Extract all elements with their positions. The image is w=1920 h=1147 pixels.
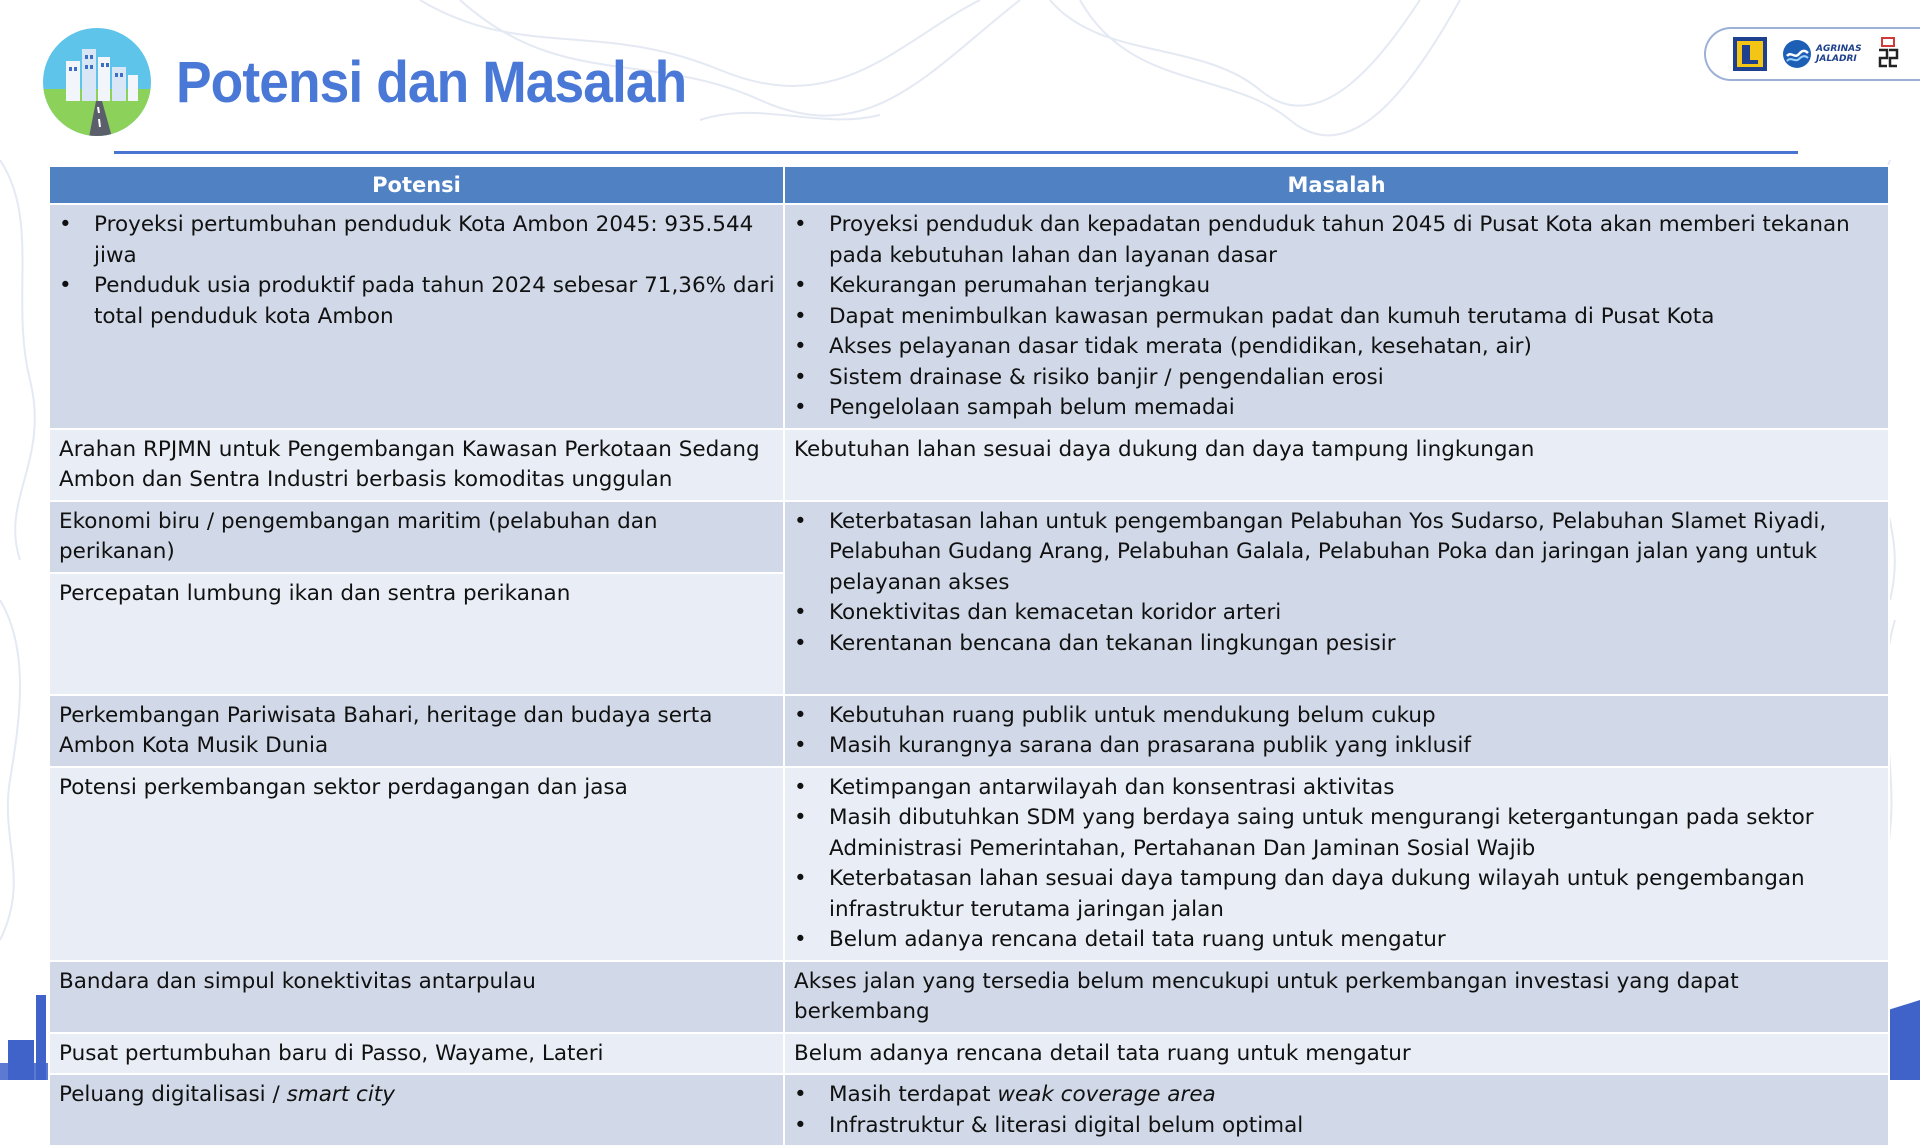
jaladri-logo-icon: [1782, 39, 1812, 69]
jaladri-logo: [1782, 39, 1862, 69]
list-item: • Ketimpangan antarwilayah dan konsentrasi aktivitas: [793, 773, 1880, 804]
list-item: • Masih kurangnya sarana dan prasarana publik yang inklusif: [793, 731, 1880, 762]
masalah-cell: [784, 695, 1889, 767]
list-item: • Kekurangan perumahan terjangkau: [793, 271, 1880, 302]
potensi-cell: Ekonomi biru / pengembangan maritim (pelabuhan dan perikanan): [49, 501, 784, 573]
list-item: • Pengelolaan sampah belum memadai: [793, 393, 1880, 424]
table-row: [49, 767, 1889, 961]
list-item: • Dapat menimbulkan kawasan permukan padat dan kumuh terutama di Pusat Kota: [793, 302, 1880, 333]
title-divider: [114, 151, 1798, 154]
table-row: [49, 695, 1889, 767]
table-row: [49, 961, 1889, 1033]
header-masalah: Masalah: [784, 166, 1889, 204]
header-potensi: Potensi: [49, 166, 784, 204]
jaladri-logo-text: AGRINAS JALADRI: [1816, 44, 1862, 64]
list-item: • Kerentanan bencana dan tekanan lingkungan pesisir: [793, 629, 1880, 660]
masalah-cell: [784, 501, 1889, 695]
list-item: • Keterbatasan lahan untuk pengembangan Pelabuhan Yos Sudarso, Pelabuhan Slamet Riyadi, Pelabuhan Gudang Arang, Pelabuhan Galala, Pelabuhan Poka dan jaringan jalan yang untuk pelayanan akses: [793, 507, 1880, 599]
list-item: • Proyeksi penduduk dan kepadatan penduduk tahun 2045 di Pusat Kota akan memberi tekanan pada kebutuhan lahan dan layanan dasar: [793, 210, 1880, 271]
list-item: • Keterbatasan lahan sesuai daya tampung dan daya dukung wilayah untuk pengembangan infrastruktur terutama jaringan jalan: [793, 864, 1880, 925]
logo-panel: [1704, 27, 1920, 81]
list-item: • Konektivitas dan kemacetan koridor arteri: [793, 598, 1880, 629]
list-item: • Proyeksi pertumbuhan penduduk Kota Ambon 2045: 935.544 jiwa: [58, 210, 775, 271]
table-row: [49, 1033, 1889, 1075]
table-row: [49, 501, 1889, 573]
list-item: • Masih terdapat weak coverage area: [793, 1080, 1880, 1111]
list-item: • Kebutuhan ruang publik untuk mendukung belum cukup: [793, 701, 1880, 732]
list-item: • Akses pelayanan dasar tidak merata (pendidikan, kesehatan, air): [793, 332, 1880, 363]
list-item: • Infrastruktur & literasi digital belum optimal: [793, 1111, 1880, 1142]
potensi-cell: Potensi perkembangan sektor perdagangan dan jasa: [49, 767, 784, 961]
list-item: • Masih dibutuhkan SDM yang berdaya saing untuk mengurangi ketergantungan pada sektor Administrasi Pemerintahan, Pertahanan Dan Jaminan Sosial Wajib: [793, 803, 1880, 864]
brand-mark-icon: [1876, 36, 1900, 72]
potensi-cell: [49, 204, 784, 429]
masalah-cell: [784, 1074, 1889, 1146]
potensi-cell: Peluang digitalisasi / smart city: [49, 1074, 784, 1146]
list-item: • Sistem drainase & risiko banjir / pengendalian erosi: [793, 363, 1880, 394]
pu-logo-icon: [1732, 36, 1768, 72]
city-illustration-icon: [42, 27, 152, 137]
table-row: [49, 429, 1889, 501]
potensi-cell: Pusat pertumbuhan baru di Passo, Wayame, Lateri: [49, 1033, 784, 1075]
masalah-cell: Kebutuhan lahan sesuai daya dukung dan daya tampung lingkungan: [784, 429, 1889, 501]
masalah-cell: Belum adanya rencana detail tata ruang untuk mengatur: [784, 1033, 1889, 1075]
list-item: • Belum adanya rencana detail tata ruang untuk mengatur: [793, 925, 1880, 956]
table-row: [49, 204, 1889, 429]
potensi-cell: Percepatan lumbung ikan dan sentra perikanan: [49, 573, 784, 695]
list-item: • Penduduk usia produktif pada tahun 2024 sebesar 71,36% dari total penduduk kota Ambon: [58, 271, 775, 332]
table-row: [49, 1074, 1889, 1146]
masalah-cell: [784, 767, 1889, 961]
potensi-cell: Perkembangan Pariwisata Bahari, heritage dan budaya serta Ambon Kota Musik Dunia: [49, 695, 784, 767]
table-header-row: [49, 166, 1889, 204]
potensi-cell: Arahan RPJMN untuk Pengembangan Kawasan Perkotaan Sedang Ambon dan Sentra Industri berbasis komoditas unggulan: [49, 429, 784, 501]
masalah-cell: Akses jalan yang tersedia belum mencukupi untuk perkembangan investasi yang dapat berkembang: [784, 961, 1889, 1033]
potensi-masalah-table: [48, 165, 1888, 1147]
potensi-cell: Bandara dan simpul konektivitas antarpulau: [49, 961, 784, 1033]
page-title: Potensi dan Masalah: [176, 49, 687, 115]
masalah-cell: [784, 204, 1889, 429]
title-area: [42, 26, 731, 138]
